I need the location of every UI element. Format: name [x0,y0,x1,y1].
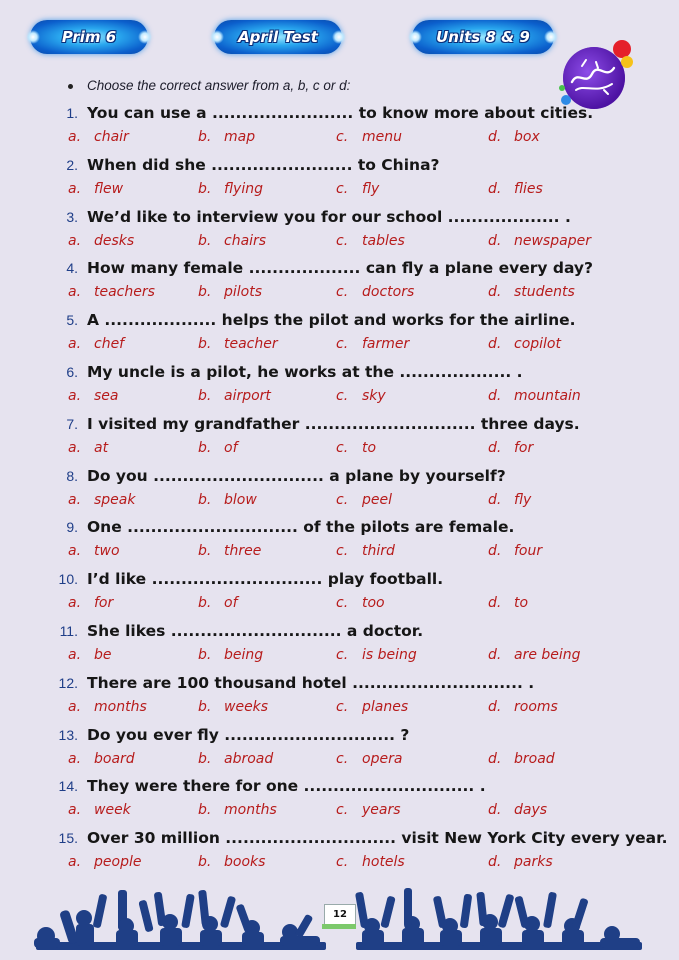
instruction [68,78,350,93]
question-number: 10. [58,571,78,588]
option-letter: c. [336,595,349,612]
option-letter: b. [198,647,212,663]
option-letter: b. [198,854,212,871]
option-text: opera [362,750,403,767]
option-text: chairs [224,232,267,249]
answer-option-b[interactable] [198,179,263,199]
grade-label: Prim 6 [61,28,117,46]
option-letter: b. [198,750,212,767]
answer-option-b[interactable] [198,231,266,251]
answer-option-a[interactable] [68,231,134,251]
option-letter: b. [198,439,212,456]
option-letter: b. [198,698,212,715]
page-number: 12 [324,904,356,928]
option-letter: b. [198,284,212,301]
answer-option-d[interactable] [488,749,555,769]
answer-option-a[interactable] [68,179,123,199]
option-letter: d. [488,284,502,301]
option-text: to [362,439,377,456]
option-letter: d. [488,336,502,353]
option-letter: d. [488,439,502,456]
units-label: Units 8 & 9 [436,28,530,46]
units-banner [412,20,554,54]
option-text: rooms [514,698,558,715]
option-letter: d. [488,647,502,663]
option-letter: a. [68,595,82,612]
option-text: people [94,854,142,871]
answer-option-d[interactable] [488,490,531,510]
answer-option-b[interactable] [198,749,273,769]
answer-option-c[interactable] [336,386,386,406]
option-text: of [224,439,238,456]
question-row [0,464,679,488]
question-row [0,101,679,125]
answer-option-a[interactable] [68,593,113,613]
option-text: flying [224,180,263,197]
option-letter: a. [68,543,82,560]
answer-option-a[interactable] [68,386,119,406]
option-text: doctors [362,284,415,301]
question-number: 3. [66,208,78,225]
option-letter: b. [198,336,212,353]
answer-option-d[interactable] [488,541,542,561]
question-row [0,308,679,332]
answer-option-b[interactable] [198,645,263,665]
option-letter: c. [336,180,349,197]
question-row [0,567,679,591]
question-number: 9. [66,519,78,536]
test-banner [214,20,342,54]
option-text: desks [94,232,135,249]
option-text: fly [514,491,532,508]
option-letter: d. [488,543,502,560]
option-text: three [224,543,262,560]
option-text: parks [514,854,553,871]
option-letter: c. [336,491,349,508]
option-text: students [514,284,575,301]
answer-option-a[interactable] [68,697,147,717]
option-text: blow [224,491,257,508]
option-letter: c. [336,336,349,353]
question-number: 11. [59,623,78,639]
option-text: books [224,854,266,871]
option-letter: a. [68,750,82,767]
option-text: box [514,129,540,145]
option-letter: c. [336,232,349,249]
answer-option-a[interactable] [68,645,112,665]
question-number: 8. [66,467,78,484]
option-text: for [514,439,534,456]
option-text: hotels [362,854,405,871]
question-text: When did she ........................ to China? [87,155,440,174]
option-text: weeks [224,698,269,715]
option-text: are being [514,647,581,663]
question-number: 14. [58,778,78,795]
option-letter: b. [198,595,212,612]
instruction-text: Choose the correct answer from a, b, c or d: [87,78,351,93]
answer-option-a[interactable] [68,490,135,510]
question-text: A ................... helps the pilot and works for the airline. [87,311,576,330]
answer-option-b[interactable] [198,334,278,354]
answer-option-a[interactable] [68,127,129,147]
option-letter: a. [68,180,82,197]
option-text: menu [362,129,402,145]
answer-option-b[interactable] [198,490,257,510]
option-letter: c. [336,802,349,819]
option-letter: d. [488,232,502,249]
question-text: My uncle is a pilot, he works at the ................... . [87,363,523,381]
answer-option-d[interactable] [488,127,540,147]
answer-option-a[interactable] [68,749,135,769]
answer-option-c[interactable] [336,282,414,302]
question-row [0,671,679,695]
answer-option-b[interactable] [198,593,238,613]
answer-option-d[interactable] [488,386,581,406]
page-number-underline [322,924,356,929]
option-letter: a. [68,647,82,663]
option-letter: d. [488,388,502,404]
option-letter: c. [336,698,349,715]
option-text: fly [362,180,380,197]
option-letter: d. [488,129,502,145]
option-text: to [514,595,529,612]
question-number: 1. [66,105,78,121]
option-letter: a. [68,284,82,301]
answer-option-a[interactable] [68,282,155,302]
option-text: for [94,595,114,612]
option-text: sea [94,388,119,404]
option-letter: c. [336,388,349,404]
question-number: 5. [66,312,78,329]
question-text: We’d like to interview you for our school ................... . [87,207,571,226]
option-text: months [94,698,147,715]
option-text: tables [362,232,405,249]
answer-option-d[interactable] [488,334,561,354]
answer-option-a[interactable] [68,800,131,820]
answer-option-c[interactable] [336,334,409,354]
question-number: 15. [58,830,78,847]
option-letter: b. [198,388,212,404]
option-text: of [224,595,238,612]
option-text: week [94,802,131,819]
answer-option-b[interactable] [198,386,271,406]
question-text: Do you ............................. a plane by yourself? [87,466,506,485]
grade-banner [30,20,148,54]
option-letter: c. [336,129,349,145]
answer-option-d[interactable] [488,438,533,458]
answer-option-c[interactable] [336,127,402,147]
answer-option-d[interactable] [488,697,558,717]
question-row [0,619,679,643]
question-text: How many female ................... can fly a plane every day? [87,259,594,278]
option-text: be [94,647,112,663]
question-row [0,826,679,850]
option-text: abroad [224,750,274,767]
question-text: I visited my grandfather ............................. three days. [87,414,580,433]
answer-option-c[interactable] [336,541,395,561]
answer-option-d[interactable] [488,282,575,302]
option-letter: a. [68,439,82,456]
option-text: mountain [514,388,581,404]
answer-option-c[interactable] [336,490,392,510]
answer-option-d[interactable] [488,179,543,199]
question-row [0,205,679,229]
option-text: farmer [362,336,410,353]
question-number: 6. [66,364,78,380]
option-letter: b. [198,232,212,249]
option-letter: d. [488,491,502,508]
option-letter: c. [336,543,349,560]
option-text: flew [94,180,124,197]
answer-option-d[interactable] [488,231,591,251]
option-text: planes [362,698,409,715]
option-letter: c. [336,284,349,301]
answer-option-a[interactable] [68,334,124,354]
option-text: flies [514,180,543,197]
option-letter: a. [68,491,82,508]
answer-option-b[interactable] [198,541,261,561]
option-text: years [362,802,401,819]
answer-option-a[interactable] [68,541,120,561]
option-letter: a. [68,336,82,353]
question-text: Over 30 million ............................. visit New York City every year. [87,829,668,848]
answer-option-d[interactable] [488,800,547,820]
question-row [0,256,679,280]
answer-option-c[interactable] [336,179,379,199]
option-letter: a. [68,129,82,145]
option-text: sky [362,388,386,404]
option-text: four [514,543,543,560]
question-number: 13. [58,726,78,743]
option-letter: a. [68,802,82,819]
option-text: newspaper [514,232,591,249]
question-row [0,774,679,798]
option-text: third [362,543,395,560]
answer-option-c[interactable] [336,800,401,820]
option-letter: b. [198,491,212,508]
option-text: two [94,543,120,560]
question-number: 4. [66,260,78,277]
question-number: 12. [58,674,78,691]
answer-option-b[interactable] [198,282,262,302]
question-text: I’d like ............................. play football. [87,570,444,589]
option-text: at [94,439,109,456]
option-text: chair [94,129,129,145]
option-text: pilots [224,284,263,301]
option-letter: d. [488,802,502,819]
option-letter: a. [68,854,82,871]
question-row [0,723,679,747]
option-text: map [224,129,256,145]
option-letter: c. [336,854,349,871]
option-letter: c. [336,647,349,663]
option-text: board [94,750,135,767]
option-text: months [224,802,277,819]
option-text: speak [94,491,136,508]
option-letter: b. [198,180,212,197]
answer-option-c[interactable] [336,749,402,769]
option-text: peel [362,491,393,508]
option-letter: d. [488,698,502,715]
option-text: broad [514,750,555,767]
answer-option-a[interactable] [68,438,108,458]
option-letter: b. [198,543,212,560]
option-letter: a. [68,388,82,404]
option-letter: b. [198,802,212,819]
option-text: is being [362,647,417,663]
option-text: teacher [224,336,278,353]
question-text: One ............................. of the pilots are female. [87,518,515,537]
answer-option-d[interactable] [488,645,581,665]
question-row [0,153,679,177]
option-text: days [514,802,548,819]
option-letter: b. [198,129,212,145]
question-row [0,515,679,539]
option-text: being [224,647,264,663]
option-text: too [362,595,385,612]
answer-option-b[interactable] [198,800,277,820]
question-text: She likes ............................. a doctor. [87,622,424,640]
option-letter: c. [336,750,349,767]
option-letter: d. [488,595,502,612]
bullet-icon [68,84,73,89]
option-text: teachers [94,284,155,301]
question-text: They were there for one ............................. . [87,777,486,796]
option-text: copilot [514,336,561,353]
answer-option-c[interactable] [336,697,408,717]
option-letter: c. [336,439,349,456]
question-row [0,360,679,384]
answer-option-c[interactable] [336,438,376,458]
answer-option-c[interactable] [336,593,385,613]
option-letter: d. [488,750,502,767]
answer-option-c[interactable] [336,231,405,251]
question-row [0,412,679,436]
test-label: April Test [238,28,318,46]
question-number: 2. [66,156,78,173]
option-letter: a. [68,232,82,249]
answer-option-b[interactable] [198,697,268,717]
option-letter: a. [68,698,82,715]
question-text: There are 100 thousand hotel ............................. . [87,673,535,692]
question-number: 7. [66,415,78,432]
option-letter: d. [488,854,502,871]
answer-option-b[interactable] [198,127,255,147]
answer-option-c[interactable] [336,645,417,665]
question-text: Do you ever fly ............................. ? [87,725,410,744]
option-letter: d. [488,180,502,197]
option-text: chef [94,336,125,353]
question-text: You can use a ........................ to know more about cities. [87,104,594,122]
answer-option-d[interactable] [488,593,528,613]
option-text: airport [224,388,271,404]
answer-option-b[interactable] [198,438,238,458]
